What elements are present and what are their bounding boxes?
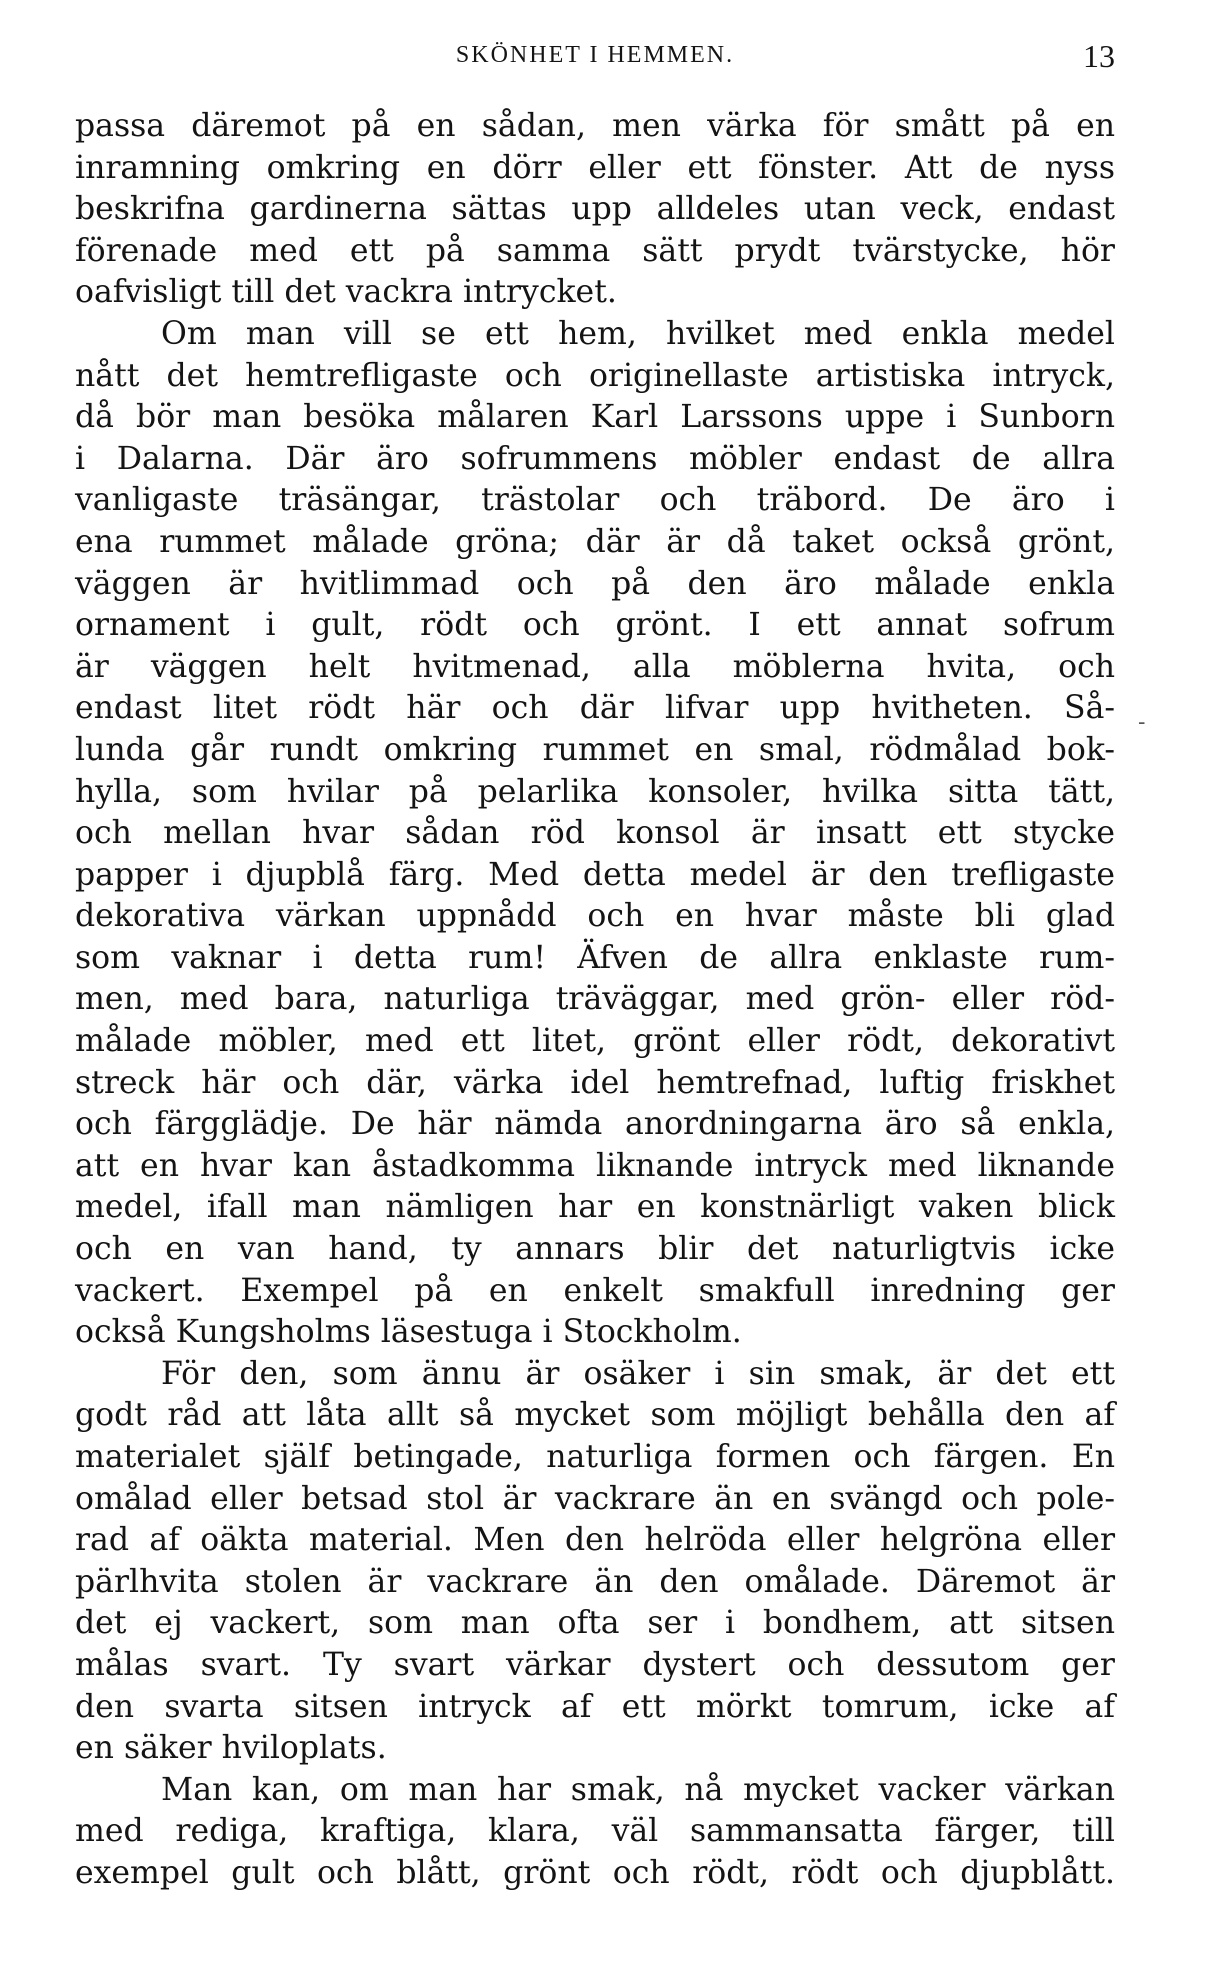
paragraph-end-line: en säker hviloplats. <box>75 1730 387 1767</box>
text-line: godt råd att låta allt så mycket som möjligt behålla den af <box>75 1397 1115 1434</box>
text-line: det ej vackert, som man ofta ser i bondhem, att sitsen <box>75 1605 1115 1642</box>
body-text <box>75 106 1115 1895</box>
text-line: förenade med ett på samma sätt prydt tvärstycke, hör <box>75 232 1115 269</box>
text-line: vanligaste träsängar, trästolar och träbord. De äro i <box>75 482 1115 519</box>
text-line: målade möbler, med ett litet, grönt eller rödt, dekorativt <box>75 1023 1115 1060</box>
text-line: ornament i gult, rödt och grönt. I ett annat sofrum <box>75 607 1115 644</box>
text-line: inramning omkring en dörr eller ett fönster. Att de nyss <box>75 149 1115 186</box>
text-line: och mellan hvar sådan röd konsol är insatt ett stycke <box>75 815 1115 852</box>
text-line: då bör man besöka målaren Karl Larssons uppe i Sunborn <box>75 399 1115 436</box>
text-line: passa däremot på en sådan, men värka för smått på en <box>75 108 1115 144</box>
text-line: är väggen helt hvitmenad, alla möblerna hvita, och <box>75 648 1115 685</box>
text-line: och en van hand, ty annars blir det naturligtvis icke <box>75 1231 1115 1268</box>
text-line: att en hvar kan åstadkomma liknande intryck med liknande <box>75 1147 1115 1184</box>
text-line: beskrifna gardinerna sättas upp alldeles utan veck, endast <box>75 191 1115 228</box>
text-line: omålad eller betsad stol är vackrare än en svängd och pole- <box>75 1480 1115 1517</box>
paragraph-start-line: Om man vill se ett hem, hvilket med enkla medel <box>161 315 1115 352</box>
text-line: väggen är hvitlimmad och på den äro målade enkla <box>75 565 1115 602</box>
text-line: nått det hemtrefligaste och originellaste artistiska intryck, <box>75 357 1115 394</box>
page-number: 13 <box>1083 38 1115 74</box>
text-line: ena rummet målade gröna; där är då taket också grönt, <box>75 523 1115 560</box>
text-line: papper i djupblå färg. Med detta medel är den trefligaste <box>75 856 1115 893</box>
text-line: rad af oäkta material. Men den helröda eller helgröna eller <box>75 1522 1115 1559</box>
text-line: vackert. Exempel på en enkelt smakfull inredning ger <box>75 1272 1115 1309</box>
text-line: materialet själf betingade, naturliga formen och färgen. En <box>75 1439 1115 1475</box>
text-line: dekorativa värkan uppnådd och en hvar måste bli glad <box>75 898 1115 935</box>
paragraph-end-line: också Kungsholms läsestuga i Stockholm. <box>75 1314 742 1351</box>
text-line: och färgglädje. De här nämda anordningarna äro så enkla, <box>75 1106 1115 1143</box>
paragraph-start-line: Man kan, om man har smak, nå mycket vacker värkan <box>161 1771 1115 1808</box>
paragraph-start-line: För den, som ännu är osäker i sin smak, är det ett <box>161 1355 1115 1392</box>
text-line: hylla, som hvilar på pelarlika konsoler, hvilka sitta tätt, <box>75 773 1115 810</box>
paragraph-end-line: oafvisligt till det vackra intrycket. <box>75 274 617 311</box>
running-head <box>75 38 1115 78</box>
text-line: streck här och där, värka idel hemtrefnad, luftig friskhet <box>75 1064 1115 1101</box>
running-title: SKÖNHET I HEMMEN. <box>455 42 735 68</box>
margin-mark: - <box>1138 710 1146 735</box>
text-line: den svarta sitsen intryck af ett mörkt tomrum, icke af <box>75 1688 1115 1725</box>
text-line: medel, ifall man nämligen har en konstnärligt vaken blick <box>75 1189 1115 1226</box>
text-line: med rediga, kraftiga, klara, väl sammansatta färger, till <box>75 1813 1115 1850</box>
text-line: målas svart. Ty svart värkar dystert och dessutom ger <box>75 1646 1115 1683</box>
text-line: pärlhvita stolen är vackrare än den omålade. Däremot är <box>75 1563 1115 1600</box>
text-line: men, med bara, naturliga träväggar, med grön- eller röd- <box>75 981 1115 1018</box>
text-line: exempel gult och blått, grönt och rödt, rödt och djupblått. <box>75 1854 1115 1891</box>
text-line: som vaknar i detta rum! Äfven de allra enklaste rum- <box>75 939 1115 976</box>
text-line: endast litet rödt här och där lifvar upp hvitheten. Så- <box>75 690 1115 727</box>
text-line: lunda går rundt omkring rummet en smal, rödmålad bok- <box>75 731 1115 768</box>
text-line: i Dalarna. Där äro sofrummens möbler endast de allra <box>75 440 1115 477</box>
